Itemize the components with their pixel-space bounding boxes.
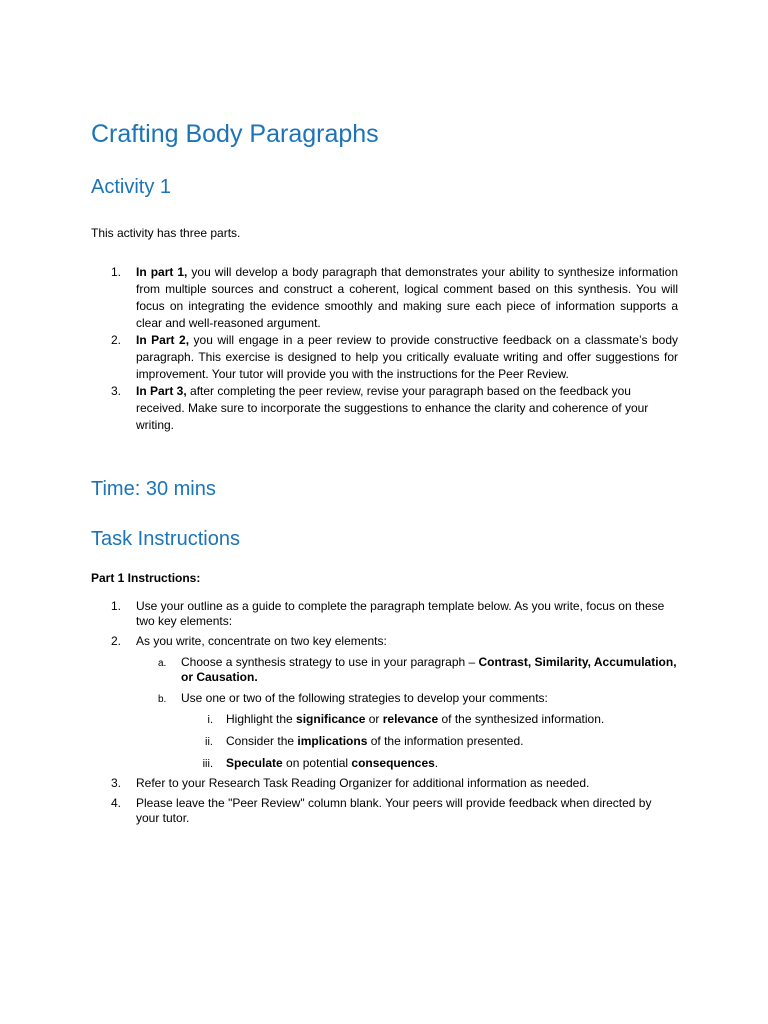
emphasis-text: Speculate xyxy=(226,756,283,770)
sub-list-letter: a. xyxy=(158,658,167,669)
list-item xyxy=(91,383,678,434)
text-fragment: . xyxy=(434,756,439,770)
list-number: 3. xyxy=(111,776,122,790)
text-fragment: of the synthesized information. xyxy=(438,712,605,726)
list-item xyxy=(91,264,678,332)
sub-item-emphasis: Contrast, Similarity, Accumulation, or Causation. xyxy=(181,655,677,684)
part-description: after completing the peer review, revise your paragraph based on the feedback you received. Make sure to incorporate the suggestions to enhance the clarity and coherence of your writing. xyxy=(136,384,649,432)
instruction-text: Please leave the "Peer Review" column blank. Your peers will provide feedback when directed by your tutor. xyxy=(136,796,652,825)
part1-instructions-heading: Part 1 Instructions: xyxy=(91,571,201,585)
part-description: you will engage in a peer review to provide constructive feedback on a classmate’s body paragraph. This exercise is designed to help you critically evaluate writing and offer suggestions for improvement. Your tutor will provide you with the instructions for the Peer Review. xyxy=(136,333,678,381)
list-number: 4. xyxy=(111,796,122,810)
task-instructions-heading: Task Instructions xyxy=(91,528,240,550)
list-number: 3. xyxy=(111,384,122,398)
emphasis-text: consequences xyxy=(351,756,435,770)
list-number: 1. xyxy=(111,265,122,279)
text-fragment: of the information presented. xyxy=(367,734,524,748)
sub-sub-list-item xyxy=(91,734,678,749)
part-label: In Part 2, xyxy=(136,333,190,347)
sub-sub-list-numeral: i. xyxy=(207,714,213,726)
emphasis-text: significance xyxy=(296,712,366,726)
instructions-list xyxy=(91,599,678,826)
part-label: In part 1, xyxy=(136,265,188,279)
text-fragment: on potential xyxy=(282,756,352,770)
list-number: 2. xyxy=(111,634,122,648)
emphasis-text: implications xyxy=(297,734,368,748)
sub-item-text: Use one or two of the following strategies to develop your comments: xyxy=(181,691,548,705)
list-item xyxy=(91,599,678,629)
list-item xyxy=(91,634,678,649)
instruction-text: As you write, concentrate on two key elements: xyxy=(136,634,387,648)
sub-item-text: Choose a synthesis strategy to use in your paragraph – xyxy=(181,655,479,669)
time-heading: Time: 30 mins xyxy=(91,478,216,500)
part-label: In Part 3, xyxy=(136,384,187,398)
text-fragment: or xyxy=(365,712,383,726)
instruction-text: Refer to your Research Task Reading Organizer for additional information as needed. xyxy=(136,776,590,790)
text-fragment: Highlight the xyxy=(226,712,297,726)
emphasis-text: relevance xyxy=(382,712,439,726)
sub-sub-list-numeral: ii. xyxy=(205,736,213,748)
intro-text: This activity has three parts. xyxy=(91,226,241,240)
sub-sub-list-item xyxy=(91,712,678,727)
sub-sub-list-numeral: iii. xyxy=(202,758,213,770)
instruction-text: Use your outline as a guide to complete the paragraph template below. As you write, focus on these two key elements: xyxy=(136,599,665,628)
activity-heading: Activity 1 xyxy=(91,176,172,198)
text-fragment: Consider the xyxy=(226,734,298,748)
list-item xyxy=(91,796,678,826)
document-title: Crafting Body Paragraphs xyxy=(91,120,379,148)
parts-list xyxy=(91,264,678,434)
part-description: you will develop a body paragraph that demonstrates your ability to synthesize information from multiple sources and construct a coherent, logical comment based on this synthesis. You will focus on integrating the evidence smoothly and making sure each piece of information supports a clear and well-reasoned argument. xyxy=(136,265,678,330)
list-item xyxy=(91,332,678,383)
sub-list xyxy=(91,655,678,771)
sub-list-item xyxy=(91,691,678,706)
sub-list-letter: b. xyxy=(158,694,167,705)
list-item xyxy=(91,776,678,791)
list-number: 1. xyxy=(111,599,122,613)
sub-list-item xyxy=(91,655,678,685)
list-number: 2. xyxy=(111,333,122,347)
sub-sub-list-item xyxy=(91,756,678,771)
